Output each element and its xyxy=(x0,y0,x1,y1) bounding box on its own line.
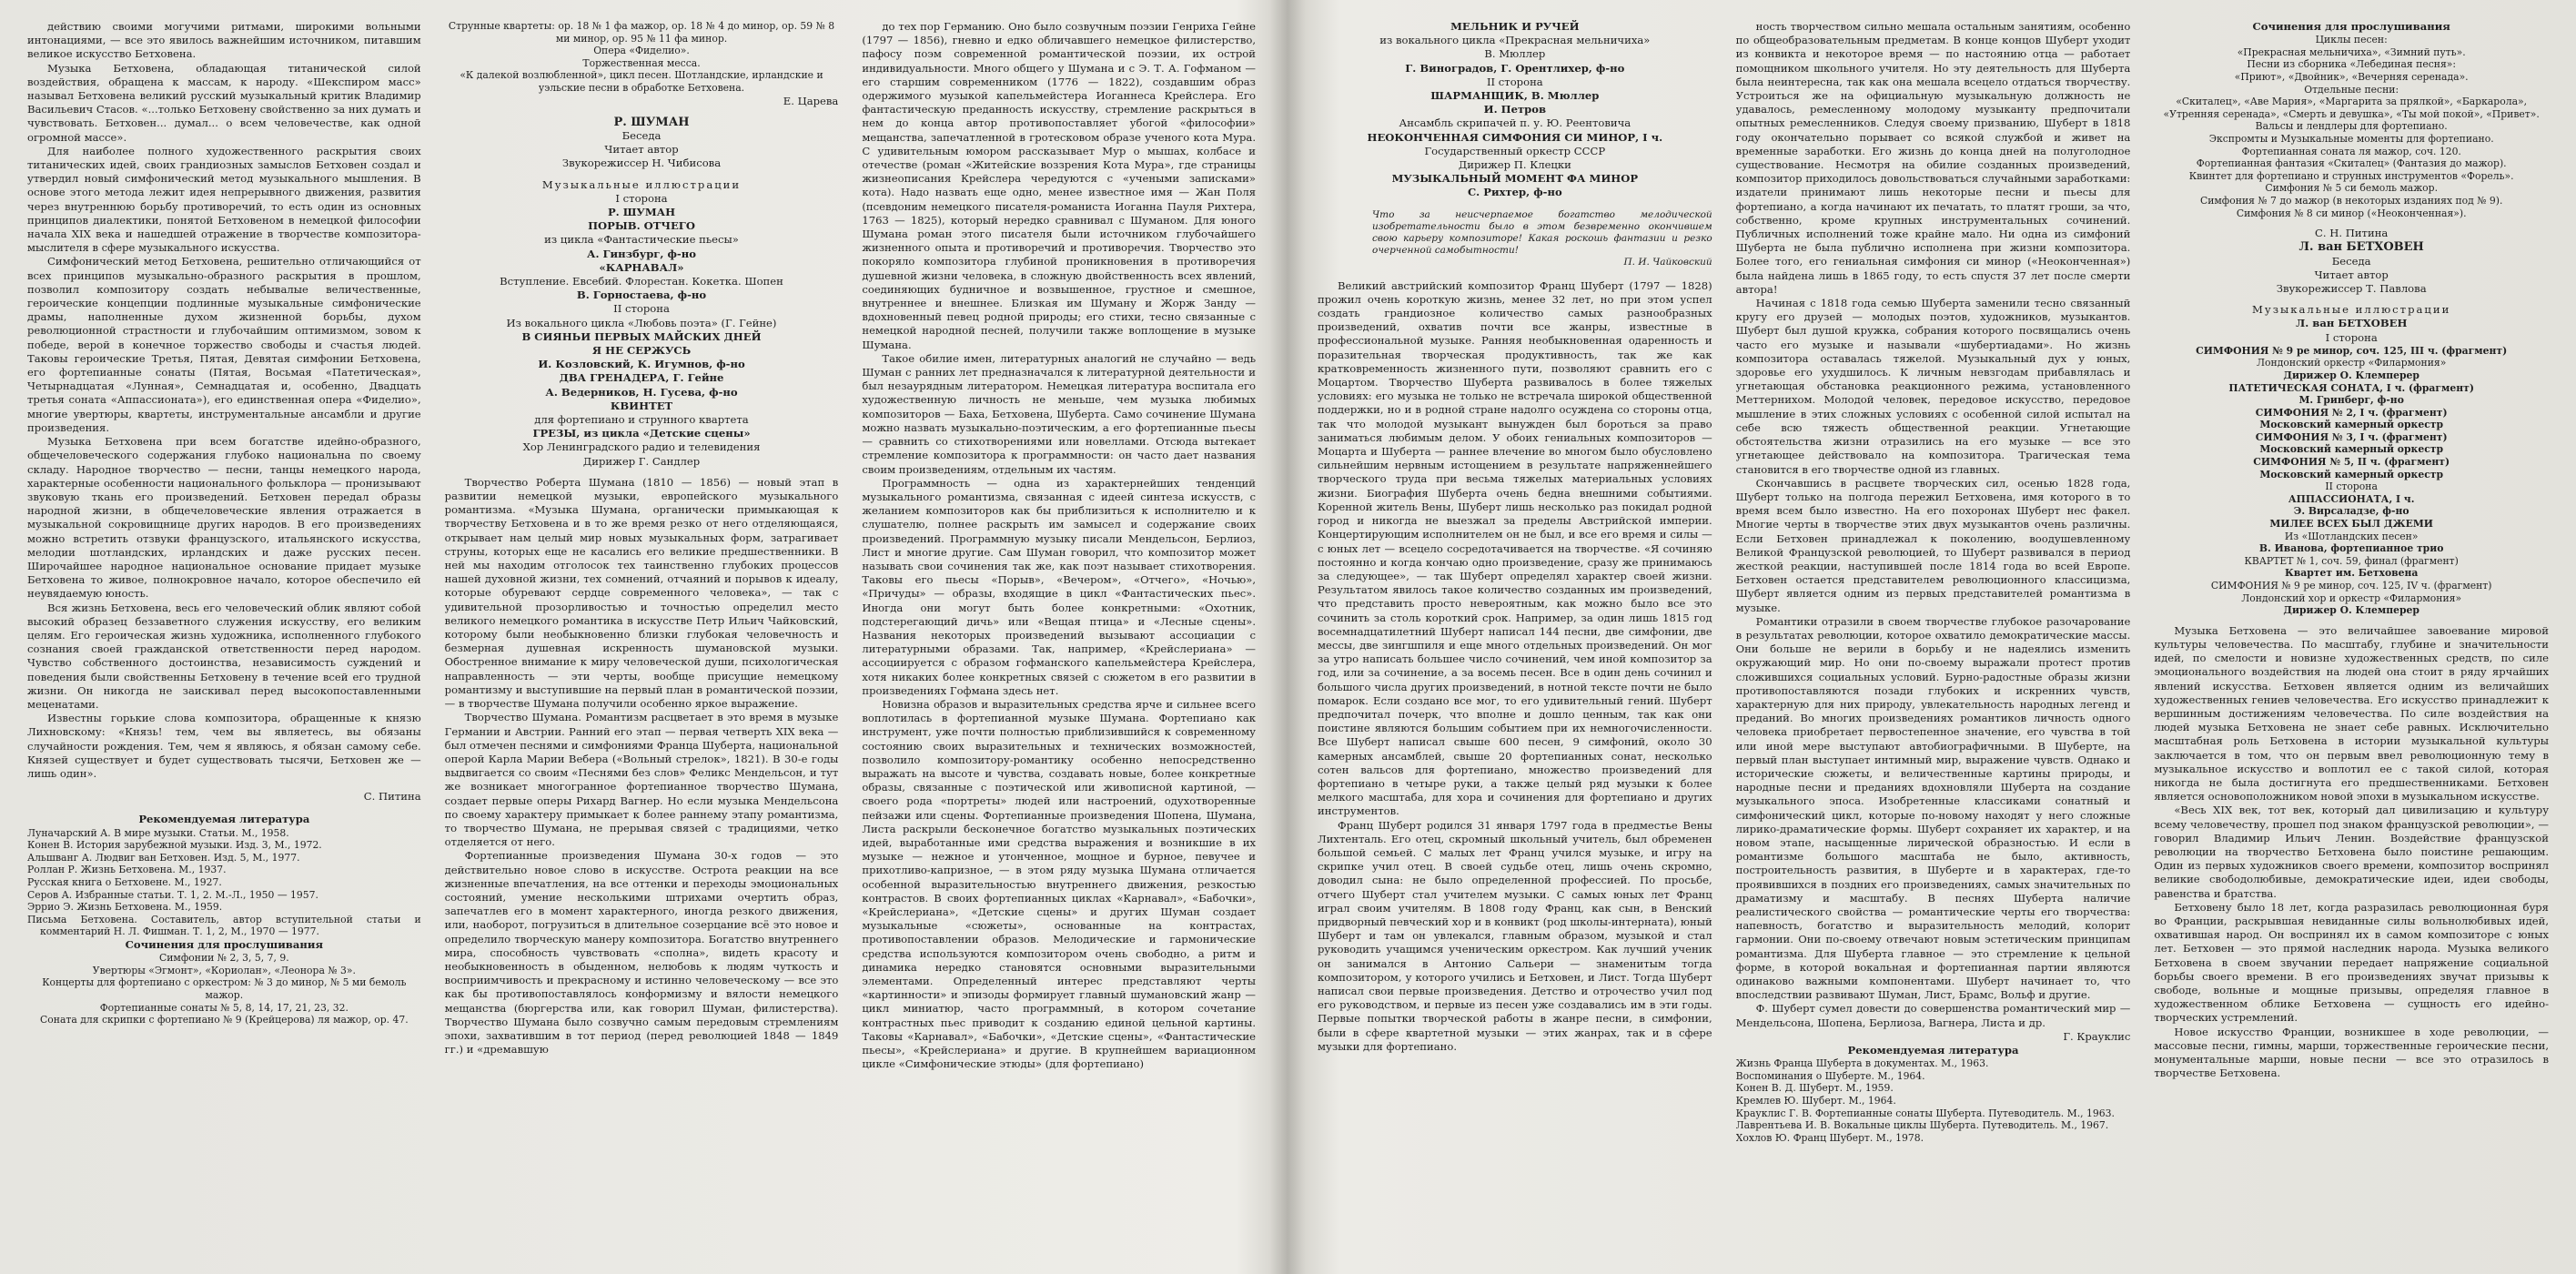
track-cycle: Из вокального цикла «Любовь поэта» (Г. Гейне) xyxy=(506,316,777,329)
paragraph: Для наиболее полного художественного раскрытия своих титанических идей, своих грандиозных замыслов Бетховен создал и утвердил новый симфонический метод музыкального мышления. В основе этого метода лежит идея непрерывного движения, развития через внутреннюю борьбу противоречий, то есть один из основных принципов диалектики, понятой Бетховеном в немецкой философии начала XIX века и нашедшей отражение в творчестве композитора-мыслителя в сфере музыкального искусства. xyxy=(27,144,421,255)
track-parts: Вступление. Евсебий. Флорестан. Кокетка. Шопен xyxy=(500,275,783,288)
paragraph: Творчество Роберта Шумана (1810 — 1856) — новый этап в развитии немецкой музыки, европейского музыкального романтизма. «Музыка Шумана, органически примыкающая к творчеству Бетховена и в то же время резко от него отделяющаяся, открывает нам целый мир новых музыкальных форм, затрагивает струны, которых еще не касались его великие предшественники. В ней мы находим отголосок тех таинственно глубоких процессов нашей духовной жизни, тех сомнений, отчаяний и порывов к идеалу, которые обуревают сердце современного человека», — так с удивительной прозорливостью и точностью определил место великого немецкого романтика в искусстве Петр Ильич Чайковский, которому были необыкновенно близки глубокая человечность и безмерная душевная искренность шумановской музыки. Обостренное внимание к миру человеческой души, психологическая направленность — эти черты, вообще присущие немецкому романтизму и выступившие на первый план в романтической поэзии, — в творчестве Шумана получили особенно яркое выражение. xyxy=(444,475,839,711)
left-column-1 xyxy=(27,20,421,1247)
listening-item: Соната для скрипки с фортепиано № 9 (Крейцерова) ля мажор, ор. 47. xyxy=(40,1014,409,1026)
paragraph: Творчество Шумана. Романтизм расцветает в это время в музыке Германии и Австрии. Ранний его этап — первая четверть XIX века — был отмечен песнями и симфониями Франца Шуберта, национальной оперой Карла Марии Вебера («Вольный стрелок», 1821). В 30-е годы выдвигается со своим «Песнями без слов» Феликс Мендельсон, и тут же возникает многогранное фортепианное творчество Шумана, создает первые оперы Рихард Вагнер. Но если музыка Мендельсона по своему характеру примыкает к более раннему этапу романтизма, то творчество Шумана, не прерывая связей с традициями, четко отделяется от него. xyxy=(444,711,839,849)
paragraph: Программность — одна из характернейших тенденций музыкального романтизма, связанная с идеей синтеза искусств, с желанием композиторов как бы приблизиться к исполнителю и к слушателю, полнее раскрыть им замысел и содержание своих произведений. Программную музыку писали Мендельсон, Берлиоз, Лист и многие другие. Сам Шуман говорил, что композитор может называть свои сочинения так же, как поэт называет стихотворения. Таковы его пьесы «Порыв», «Вечером», «Отчего», «Ночью», «Причуды» — образы, входящие в цикл «Фантастических пьес». Иногда они могут быть более конкретными: «Охотник, подстерегающий дичь» или «Вещая птица» и «Лесные сцены». Названия некоторых произведений вызывают ассоциации с литературными образами. Так, например, «Крейслериана» — ассоциируется с образом гофманского капельмейстера Крейслера, хотя никаких более конкретных связей с сюжетом в его развитии в произведениях Гофмана здесь нет. xyxy=(862,476,1257,697)
side-label: II сторона xyxy=(1486,75,1543,88)
literature-item: Серов А. Избранные статьи. Т. 1, 2. М.-Л., 1950 — 1957. xyxy=(27,888,318,901)
literature-list xyxy=(27,827,421,938)
paragraph: до тех пор Германию. Оно было созвучным поэзии Генриха Гейне (1797 — 1856), гневно и едко обличавшего немецкое филистерство, пафосу поэм современной романтической поэзии, их острой индивидуальности. Много общего у Шумана и с Э. Т. А. Гофманом — его старшим современником (1776 — 1822), создавшим образ одержимого музыкой капельмейстера Иоганнеса Крейслера. Его фантастическую преданность искусству, стремление раскрыться в нем до конца автор противопоставляет убогой «философии» мещанства, запечатленной в гротесковом образе ученого кота Мура. С удивительным юмором рассказывает Мур о мышах, колбасе и отечестве (роман «Житейские воззрения Кота Мура», где страницы жизнеописания Крейслера чередуются с «учеными записками» кота). Надо назвать еще одно, менее известное имя — Жан Поля (псевдоним немецкого писателя-романиста Иоганна Пауля Рихтера, 1763 — 1825), который нередко сравнивал с Шуманом. Для юного Шумана роман этого писателя были источником глубочайшего жизненного опыта и противоречий и противоречия. Творчество это покоряло композитора глубиной проникновения в противоречия душевной жизни человека, в сложную двойственность всех явлений, соединяющих будничное и возвышенное, грустное и смешное, внутреннее и внешнее. Близкая им Шуману и Жорж Занду — вдохновенный певец родной природы; его стихи, тесно связанные с немецкой народной песней, получили также воплощение в музыке Шумана. xyxy=(862,20,1257,351)
listening-item: Торжественная месса. xyxy=(582,56,701,69)
listening-item: Концерты для фортепиано с оркестром: № 3 до минор, № 5 ми бемоль мажор. xyxy=(42,976,407,1001)
epigraph-text: Что за неисчерпаемое богатство мелодической изобретательности было в этом безвременно окончившем свою карьеру композиторе! Какая роскошь фантазии и резко очерченной самобытности! xyxy=(1372,208,1712,256)
track-line: МИЛЕЕ ВСЕХ БЫЛ ДЖЕМИ xyxy=(2269,518,2434,531)
literature-list xyxy=(1736,1057,2131,1144)
listening-item: Песни из сборника «Лебединая песня»: xyxy=(2247,58,2457,71)
literature-item: Конен В. История зарубежной музыки. Изд. 3, М., 1972. xyxy=(27,839,322,852)
listening-item: Симфония № 5 си бемоль мажор. xyxy=(2265,182,2438,195)
right-page xyxy=(1290,0,2576,1274)
side-label: II сторона xyxy=(2325,480,2378,493)
epigraph xyxy=(1372,209,1712,268)
left-column-2 xyxy=(445,20,839,1247)
paragraph: Скончавшись в расцвете творческих сил, осенью 1828 года, Шуберт только на полгода пережил Бетховена, имя которого в то время всем было известно. На его похоронах Шуберт нес факел. Многие черты в творчестве этих двух музыкантов очень различны. Если Бетховен принадлежал к поколению, воодушевленному Великой Французской революцией, то Шуберт развивался в период жесткой реакции, наступившей после 1814 года во всей Европе. Бетховен остается представителем революционного классицизма, Шуберт является одним из первых представителей романтизма в музыке. xyxy=(1735,476,2131,614)
track-cycle: из вокального цикла «Прекрасная мельничиха» xyxy=(1379,34,1651,47)
side-label: I сторона xyxy=(2325,330,2378,344)
track-poet: В. Мюллер xyxy=(1484,47,1546,61)
side-label: II сторона xyxy=(613,302,670,316)
track-line: Лондонский хор и оркестр «Филармония» xyxy=(2241,592,2462,604)
author: С. Н. Питина xyxy=(2315,227,2389,240)
listening-item: Опера «Фиделио». xyxy=(593,45,690,57)
paragraph: Симфонический метод Бетховена, решительно отличающийся от всех принципов музыкально-образного раскрытия в прошлом, позволил композитору создать небывалые величественные, героические концепции подлинные музыкальные симфонические драмы, наполненные духом жизненной борьбы, духом революционной страстности и глубочайшим оптимизмом, зовом к победе, верой в конечное торжество свободы и счастья людей. Таковы героические Третья, Пятая, Девятая симфонии Бетховена, его фортепианные сонаты (Пятая, Восьмая «Патетическая», Четырнадцатая «Лунная», Семнадцатая и, особенно, Двадцать третья соната «Аппассионата»), его единственная опера «Фиделио», многие увертюры, квартеты, инструментальные ансамбли и другие произведения. xyxy=(27,255,421,434)
track-line: АППАССИОНАТА, I ч. xyxy=(2288,492,2415,505)
literature-item: Крауклис Г. В. Фортепианные сонаты Шуберта. Путеводитель. М., 1963. xyxy=(1735,1107,2115,1119)
side-label: I сторона xyxy=(615,191,668,205)
track-composer: Л. ван БЕТХОВЕН xyxy=(2295,317,2408,330)
right-column-1 xyxy=(1318,20,1712,1247)
listening-item: «Приют», «Двойник», «Вечерняя серенада». xyxy=(2234,70,2469,83)
paragraph: Новое искусство Франции, возникшее в ходе революции, — массовые песни, гимны, марши, торжественные героические песни, монументальные марши, новые песни — все это отразилось в творчестве Бетховена. xyxy=(2154,1025,2550,1080)
track-title: Я НЕ СЕРЖУСЬ xyxy=(591,344,692,358)
paragraph: Романтики отразили в своем творчестве глубокое разочарование в результатах революции, которое охватило демократические массы. Они больше не верили в борьбу и не надеялись изменить окружающий мир. Но они по-своему выражали протест против сложившихся социальных условий. Бурно-радостные образы жизни противопоставляются позади глубоких и искренних чувств, характерную для них природу, увлекательность народных легенд и преданий. Во многих произведениях романтиков личность одного человека приобретает первостепенное значение, его чувства в той или иной мере выступают автобиографичными. В Шуберте, на первый план выступает интимный мир, выражение чувств. Однако и исторические сюжеты, и величественные картины природы, и народные песни и преданиях вдохновляли Шуберта на создание музыкального эпоса. Изобретенные классиками сонатный и симфонический цикл, которые по-новому находят у него сложные лирико-драматические формы. Шуберт сохраняет их характер, и на новом этапе, насыщенные лирической образностью. И если в романтизме большого масштаба не было, активность, построительность развития, в Шуберте и в характерах, где-то проявившихся в поздних его произведениях, самых значительных по драматизму и масштабу. В песнях Шуберта наличие реалистического свойства — романтические черты его творчества: напевность, богатство и выразительность мелодий, колорит гармонии. Они по-своему отвечают новым эстетическим принципам романтизма. Для Шуберта главное — это стремление к цельной форме, в которой вокальная и фортепианная партии являются одинаково важными компонентами. Шуберт начинает то, что впоследствии развивают Шуман, Лист, Брамс, Вольф и другие. xyxy=(1735,614,2131,1002)
track-line: М. Гринберг, ф-но xyxy=(2298,394,2404,407)
left-page xyxy=(0,0,1283,1274)
track-performer: Государственный оркестр СССР xyxy=(1424,144,1606,157)
track-conductor: Дирижер Г. Сандлер xyxy=(582,454,701,468)
track-performer: А. Гинзбург, ф-но xyxy=(587,247,696,260)
paragraph: Ф. Шуберт сумел довести до совершенства романтический мир — Мендельсона, Шопена, Берлиоза, Вагнера, Листа и др. xyxy=(1735,1002,2131,1029)
epigraph-author: П. И. Чайковский xyxy=(1623,256,1712,268)
listening-item: Фортепианные сонаты № 5, 8, 14, 17, 21, 23, 32. xyxy=(99,1001,349,1014)
listening-item: Квинтет для фортепиано и струнных инструментов «Форель». xyxy=(2188,169,2514,182)
illustrations-heading: Музыкальные иллюстрации xyxy=(541,177,742,191)
reads-label: Читает автор xyxy=(2314,268,2389,281)
track-line: Лондонский оркестр «Филармония» xyxy=(2257,357,2447,369)
track-title: В СИЯНЬИ ПЕРВЫХ МАЙСКИХ ДНЕЙ xyxy=(521,329,762,343)
listening-item: Циклы песен: xyxy=(2315,34,2388,46)
right-column-2 xyxy=(1736,20,2131,1247)
track-line: Квартет им. Бетховена xyxy=(2284,567,2419,580)
track-performer: А. Ведерников, Н. Гусева, ф-но xyxy=(545,385,738,399)
listening-item: Увертюры «Эгмонт», «Кориолан», «Леонора № 3». xyxy=(92,964,356,976)
track-title: ГРЕЗЫ, из цикла «Детские сцены» xyxy=(532,427,751,440)
track-cycle: из цикла «Фантастические пьесы» xyxy=(544,233,739,247)
talk-label: Беседа xyxy=(2331,254,2371,268)
literature-item: Русская книга о Бетховене. М., 1927. xyxy=(27,875,222,888)
track-line: Э. Вирсаладзе, ф-но xyxy=(2293,505,2409,518)
paragraph: Бетховену было 18 лет, когда разразилась революционная буря во Франции, раскрывшая невиданные силы вольнолюбивых идей, охватившая народ. Он воспринял их в самом композиторе с юных лет. Бетховен — это прямой наследник народа. Музыка великого Бетховена в своем звучании передает напряжение социальной борьбы своего времени. В его произведениях звучат призывы к свободе, вольные и мощные призывы, определяя главное в художественном облике Бетховена — сущность его идейно-творческих устремлений. xyxy=(2154,900,2550,1025)
track-performer: И. Козловский, К. Игумнов, ф-но xyxy=(538,358,745,371)
listening-item: «Скиталец», «Аве Мария», «Маргарита за прялкой», «Баркарола», «Утренняя серенада», «Смерть и девушка», «Ты мой покой», «Привет». xyxy=(2163,96,2540,120)
track-title: НЕОКОНЧЕННАЯ СИМФОНИЯ СИ МИНОР, I ч. xyxy=(1367,130,1663,144)
track-line: Московский камерный оркестр xyxy=(2259,468,2444,480)
literature-item: Хохлов Ю. Франц Шуберт. М., 1978. xyxy=(1735,1131,1924,1144)
literature-item: Жизнь Франца Шуберта в документах. М., 1963. xyxy=(1735,1057,1989,1070)
listening-heading: Сочинения для прослушивания xyxy=(125,937,324,951)
reads-label: Читает автор xyxy=(604,143,679,157)
track-title: ПОРЫВ. ОТЧЕГО xyxy=(588,219,695,233)
track-line: Из «Шотландских песен» xyxy=(2284,530,2419,542)
track-line: СИМФОНИЯ № 5, II ч. (фрагмент) xyxy=(2253,456,2450,469)
track-performer: И. Петров xyxy=(1483,103,1547,116)
track-line: Московский камерный оркестр xyxy=(2259,443,2444,456)
literature-item: Конен В. Д. Шуберт. М., 1959. xyxy=(1735,1082,1894,1095)
paragraph: Такое обилие имен, литературных аналогий не случайно — ведь Шуман с ранних лет предназначался к литературной деятельности и был незаурядным литератором. Немецкая литература воспитала его художественную личность не меньше, чем музыка любимых композиторов — Баха, Бетховена, Шуберта. Само сочинение Шумана можно назвать музыкально-поэтическим, а его фортепианные пьесы — сравнить со стихотворениями или новеллами. Отсюда вытекает стремление композитора к программности: он часто дает названия своим произведениям, отдельным их частям. xyxy=(862,351,1257,476)
track-line: СИМФОНИЯ № 9 ре минор, соч. 125, III ч. (фрагмент) xyxy=(2196,344,2508,357)
paragraph: Великий австрийский композитор Франц Шуберт (1797 — 1828) прожил очень короткую жизнь, менее 32 лет, но при этом успел создать грандиозное количество самых разнообразных произведений, охватив почти все жанры, известные в профессиональной музыке. Ранняя необыкновенная одаренность и поразительная творческая продуктивность, так же как кратковременность жизненного пути, позволяют сравнить его с Моцартом. Творчество Шуберта развивалось в более тяжелых условиях: его музыка не только не встречала широкой общественной поддержки, но и в родной стране надолго осуждена со стороны отца, так что молодой музыкант вынужден был бороться за право заниматься любимым делом. У обоих гениальных композиторов — Моцарта и Шуберта — раннее влечение во многом было обусловлено сильнейшим нервным истощением в результате напряженнейшего творческого труда при весьма тяжелых материальных условиях жизни. Биография Шуберта очень бедна внешними событиями. Коренной житель Вены, Шуберт лишь несколько раз покидал родной город и никогда не выезжал за пределы Австрийской империи. Концертирующим исполнителем он не был, и все его время и силы — с юных лет — всецело сосредотачивается на творчестве. «Я сочиняю постоянно и когда кончаю одно произведение, сразу же принимаюсь за следующее», — так Шуберт определял характер своей жизни. Результатом явилось такое количество созданных им произведений, что представить просто невероятным, как можно было все это сочинить за столь короткий срок. Например, за один лишь 1815 год восемнадцатилетний Шуберт написал 144 песни, две симфонии, две мессы, две зингшпиля и еще много отдельных произведений. Он мог за утро написать большее число сочинений, чем иной композитор за год, или за сочинение, а за восемь песен. Все в один день сочинил и большого числа других произведений, в нотной тексте почти не было помарок. Если создано все мог, то его удивительный гений. Шуберт предпочитал почерк, что вполне и дошло ценным, так как они поистине являются большим событием при их немногочисленности. Все Шуберт написал свыше 600 песен, 9 симфоний, около 30 камерных ансамблей, свыше 20 фортепианных сонат, несколько сотен вальсов для фортепиано, множество произведений для фортепиано в четыре руки, а также целый ряд музыки к более мелкого масштаба, для хора и сочинения для фортепиано и других инструментов. xyxy=(1318,278,1712,818)
paragraph: Новизна образов и выразительных средства ярче и сильнее всего воплотилась в фортепианной музыке Шумана. Фортепиано как инструмент, уже почти полностью приблизившийся к современному состоянию своих выразительных и технических возможностей, позволило композитору-романтику особенно непосредственно выражать на высоте и чувства, создавать новые, более конкретные образы, связанные с поэтической или живописной картиной, — своего рода «портреты» людей или настроений, одухотворенные пейзажи или сцены. Фортепианные произведения Шопена, Шумана, Листа раскрыли бесконечное богатство музыкальных поэтических идей, выработанные ими средства выражения и возникшие в их музыке — нежное и утонченное, мощное и бурное, певучее и прихотливо-капризное, — в этом ряду музыка Шумана отличается особенной выразительностью внутреннего движения, резкостью контрастов. В своих фортепианных циклах «Карнавал», «Бабочки», «Крейслериана», «Детские сцены» и других Шуман создает музыкальные «сюжеты», основанные на контрастах, противопоставлении образов. Мелодические и гармонические средства используются композитором очень свободно, а ритм и динамика нередко становятся основными выразительными элементами. Определенный интерес представляют черты «картинности» и эпизоды формирует главный шумановский жанр — цикл миниатюр, часто программный, в котором сочетание контрастных пьес приводит к созданию единой цельной картины. Таковы «Карнавал», «Бабочки», «Детские сцены», «Фантастические пьесы», «Крейслериана» и другие. В крупнейшем вариационном цикле «Симфонические этюды» (для фортепиано) xyxy=(862,697,1257,1071)
listening-item: Струнные квартеты: ор. 18 № 1 фа мажор, ор. 18 № 4 до минор, ор. 59 № 8 ми минор, ор. 95 № 11 фа минор. xyxy=(448,20,835,45)
literature-item: Письма Бетховена. Составитель, автор вступительной статьи и комментарий Н. Л. Фишман. Т. 1, 2, М., 1970 — 1977. xyxy=(27,913,421,938)
literature-item: Кремлев Ю. Шуберт. М., 1964. xyxy=(1735,1095,1896,1107)
literature-heading: Рекомендуемая литература xyxy=(138,813,310,826)
composer-title: Р. ШУМАН xyxy=(613,115,690,129)
listening-item: Симфонии № 2, 3, 5, 7, 9. xyxy=(158,952,289,965)
listening-item: «Прекрасная мельничиха», «Зимний путь». xyxy=(2237,46,2466,58)
paragraph: Фортепианные произведения Шумана 30-х годов — это действительно новое слово в искусстве. Острота реакции на все жизненные впечатления, на все оттенки и переходы эмоциональных состояний, умение несколькими штрихами очертить образ, запечатлев его в момент характерного, иногда резкого движения, или, наоборот, погрузиться в длительное созерцание всё это новое и определило творческую манеру композитора. Богатство внутреннего мира, способность чувствовать «сполна», видеть красоту и необыкновенность в обыденном, нелюбовь к людям чуткость и восприимчивость и прекрасному и истинно человеческому — все это как бы противопоставлялось конформизму и вялости немецкого мещанства (бюргерства или, как говорил Шуман, филистерства). Творчество Шумана было созвучно самым передовым стремлениям эпохи, захватившим в тот период (перед революцией 1848 — 1849 гг.) и «дремавшую xyxy=(444,849,839,1057)
track-title: «КАРНАВАЛ» xyxy=(599,260,684,274)
track-performer: Хор Ленинградского радио и телевидения xyxy=(522,440,761,454)
track-title: МУЗЫКАЛЬНЫЙ МОМЕНТ ФА МИНОР xyxy=(1391,172,1639,186)
listening-item: Экспромты и Музыкальные моменты для фортепиано. xyxy=(2208,132,2494,145)
track-performer: Ансамбль скрипачей п. у. Ю. Реентовича xyxy=(1399,116,1631,130)
track-line: СИМФОНИЯ № 9 ре минор, соч. 125, IV ч. (фрагмент) xyxy=(2210,580,2492,592)
paragraph: Франц Шуберт родился 31 января 1797 года в предместье Вены Лихтенталь. Его отец, скромный школьный учитель, был обременен большой семьей. С малых лет Франц учился музыке, и игру на скрипке учил отец. В своей судьбе отец, лишь очень скромно, доводил сына: не было определенной профессией. По просьбе, отчего Шуберт стал учителем музыки. С самых юных лет Франц играл своим учителям. В 1808 году Франц, как сын, в Венский придворный певческий хор и в конвикт (род школы-интерната), юный Шуберт и там он увлекался, главным образом, музыкой и стал руководить учащимся ученическим оркестром. Как лучший ученик он занимался в Антонио Сальери — знаменитым тогда композитором, у которого учились и Бетховен, и Лист. Тогда Шуберт написал свои первые произведения. Детство и отрочество учил под его руководством, и первые из песен уже создавались им в эти годы. Первые попытки творческой работы в жанре песни, в симфонии, были в сфере квартетной музыки — этих жанрах, так и в сфере музыки для фортепиано. xyxy=(1318,818,1712,1053)
right-column-3 xyxy=(2154,20,2549,1247)
track-title: МЕЛЬНИК И РУЧЕЙ xyxy=(1450,20,1580,33)
paragraph: ность творчеством сильно мешала остальным занятиям, особенно по общеобразовательным предметам. В конце концов Шуберт уходит из конвикта и некоторое время — по настоянию отца — работает помощником школьного учителя. Но эту деятельность для Шуберта была неинтересна, так как она мешала всецело отдаться творчеству. Устроиться же на официальную музыкальную должность не удавалось, ремесленному молодому музыканту предпочитали опытных ремесленников. Следуя своему призванию, Шуберт в 1818 году окончательно порывает со всякой службой и живет на временные заработки. Его жизнь до конца дней на полуголодное существование. Несмотря на обилие созданных произведений, композитор приходилось довольствоваться случайными заработками: издатели принимают лишь некоторые песни и пьесы для фортепиано, а когда начинают их печатать, то платят гроши, за что, собственно, кроме крупных инструментальных сочинений. Публичных исполнений тоже крайне мало. Ни одна из симфоний Шуберта не была публично исполнена при жизни композитора. Более того, его гениальная симфония си минор («Неоконченная») была найдена лишь в 1865 году, то есть спустя 37 лет после смерти автора! xyxy=(1735,20,2131,296)
paragraph: действию своими могучими ритмами, широкими вольными интонациями, — все это явилось важнейшим источником, питавшим великое искусство Бетховена. xyxy=(27,20,421,61)
literature-item: Воспоминания о Шуберте. М., 1964. xyxy=(1735,1069,1925,1082)
paragraph: Музыка Бетховена при всем богатстве идейно-образного, общечеловеческого содержания глубоко национальна по своему складу. Народное творчество — песни, танцы немецкого народа, характерные особенности национального фольклора — пронизывают звуковую ткань его произведений. Бетховен передал образы народной жизни, в общечеловеческие явления отражается в музыкальной сокровищнице других народов. В его произведениях можно встретить отзвуки французского, итальянского искусства, мелодии шотландских, ирландских и даже русских песен. Широчайшее народное национальное основание придает музыке Бетховена то живое, полнокровное начало, которое обеспечило ей неувядаемую юность. xyxy=(27,435,421,601)
works-list xyxy=(445,20,839,95)
literature-item: Луначарский А. В мире музыки. Статьи. М., 1958. xyxy=(27,826,289,839)
listening-item: «К далекой возлюбленной», цикл песен. Шотландские, ирландские и уэльские песни в обработке Бетховена. xyxy=(460,69,823,94)
track-line: Дирижер О. Клемперер xyxy=(2283,369,2419,381)
track-line: СИМФОНИЯ № 3, I ч. (фрагмент) xyxy=(2255,430,2448,443)
track-performer: В. Горностаева, ф-но xyxy=(576,288,707,302)
track-line: СИМФОНИЯ № 2, I ч. (фрагмент) xyxy=(2255,406,2448,419)
track-title: КВИНТЕТ xyxy=(610,399,673,412)
listening-item: Симфония № 8 си минор («Неоконченная»). xyxy=(2236,207,2467,219)
sound-engineer: Звукорежиссер Н. Чибисова xyxy=(561,157,722,170)
track-line: КВАРТЕТ № 1, соч. 59, финал (фрагмент) xyxy=(2244,554,2459,567)
track-desc: для фортепиано и струнного квартета xyxy=(534,413,749,427)
literature-item: Альшванг А. Людвиг ван Бетховен. Изд. 5, М., 1977. xyxy=(27,851,300,864)
track-list xyxy=(2154,345,2549,617)
author: Е. Царева xyxy=(783,94,839,107)
signature: Г. Крауклис xyxy=(2063,1029,2131,1043)
listening-item: Вальсы и лендлеры для фортепиано. xyxy=(2255,120,2448,133)
literature-heading: Рекомендуемая литература xyxy=(1847,1044,2019,1057)
listening-item: Фортепианная соната ля мажор, соч. 120. xyxy=(2241,145,2461,157)
track-title: ШАРМАНЩИК, В. Мюллер xyxy=(1430,89,1600,103)
track-performer: С. Рихтер, ф-но xyxy=(1467,186,1562,199)
paragraph: Вся жизнь Бетховена, весь его человеческий облик являют собой высокий образец беззаветного служения искусству, его великим целям. Его героическая жизнь художника, исполненного глубокого сознания своей гражданской ответственности перед народом. Чувство собственного достоинства, независимость суждений и поведения были свойственны Бетховену в течение всей его трудной жизни. Он никогда не заискивал перед высокопоставленными меценатами. xyxy=(27,601,421,711)
paragraph: «Весь XIX век, тот век, который дал цивилизацию и культуру всему человечеству, прошел под знаком французской революции», — говорил Владимир Ильич Ленин. Воздействие французской революции на творчество Бетховена было поистине решающим. Один из первых художников своего времени, композитор воспринял великие свободолюбивые, демократические идеи, идеи свободы, равенства и братства. xyxy=(2154,804,2550,900)
track-performer: Г. Виноградов, Г. Орентлихер, ф-но xyxy=(1405,61,1625,75)
track-line: Дирижер О. Клемперер xyxy=(2283,604,2419,617)
paragraph: Музыка Бетховена — это величайшее завоевание мировой культуры человечества. По масштабу, глубине и значительности идей, по смелости и новизне художественных средств, по силе эмоционального воздействия на людей она стоит в ряду ярчайших явлений искусства. Бетховен является одним из величайших художественных гениев человечества. Его искусство принадлежит к вершинным достижениям человечества. По силе воздействия на людей музыка Бетховена не знает себе равных. Исключительно масштабная роль Бетховена в истории музыкальной культуры заключается в том, что он первым ввел революционную тему в музыкальное искусство и воплотил ее с такой силой, которая никогда не была достигнута его предшественниками. Бетховен является основоположником новой эпохи в музыкальном искусстве. xyxy=(2154,623,2550,804)
listening-heading: Сочинения для прослушивания xyxy=(2252,20,2450,33)
composer-title: Л. ван БЕТХОВЕН xyxy=(2298,240,2424,255)
track-line: В. Иванова, фортепианное трио xyxy=(2258,542,2444,555)
listening-item: Отдельные песни: xyxy=(2304,83,2399,96)
listening-item: Симфония № 7 до мажор (в некоторых изданиях под № 9). xyxy=(2199,194,2503,207)
left-column-3 xyxy=(862,20,1256,1247)
listening-item: Фортепианная фантазия «Скиталец» (Фантазия до мажор). xyxy=(2196,157,2507,170)
track-title: ДВА ГРЕНАДЕРА, Г. Гейне xyxy=(559,371,724,385)
literature-item: Эррио Э. Жизнь Бетховена. М., 1959. xyxy=(27,901,223,914)
signature: С. Питина xyxy=(363,790,421,804)
listening-list xyxy=(27,952,421,1026)
literature-item: Лаврентьева И. В. Вокальные циклы Шуберта. Путеводитель. М., 1967. xyxy=(1735,1119,2109,1132)
illustrations-heading: Музыкальные иллюстрации xyxy=(2252,303,2451,317)
literature-item: Роллан Р. Жизнь Бетховена. М., 1937. xyxy=(27,864,227,876)
track-line: ПАТЕТИЧЕСКАЯ СОНАТА, I ч. (фрагмент) xyxy=(2228,381,2474,394)
paragraph: Начиная с 1818 года семью Шуберта заменили тесно связанный кругу его друзей — молодых поэтов, художников, музыкантов. Шуберт был душой кружка, собрания которого посвящались очень часто его музыке и называли «шубертиадами». Но жизнь композитора оставалась тяжелой. Музыкальный дух у юных, здоровье его ухудшилось. К личным невзгодам прибавлялась и угнетающая обстановка реакционного режима, установленного Меттернихом. Молодой человек, передовое искусство, передовое мышление в этих сложных условиях с особенной силой испытал на себе всю тяжесть общественной реакции. Угнетающие обстоятельства жизни отразились на его музыке — все это угнетающее действовало на композитора. Трагическая тема становится в его творчестве одной из главных. xyxy=(1735,297,2131,476)
paragraph: Музыка Бетховена, обладающая титанической силой воздействия, обращена к массам, к народу. «Шекспиром масс» называл Бетховена великий русский музыкальный критик Владимир Васильевич Стасов. «...только Бетховену свойственно за них думать и чувствовать. Бетховен... думал... о всем человечестве, как одной огромной массе». xyxy=(27,61,421,144)
track-conductor: Дирижер П. Клецки xyxy=(1458,158,1571,172)
track-line: Московский камерный оркестр xyxy=(2259,419,2444,431)
listening-list xyxy=(2154,34,2549,219)
sound-engineer: Звукорежиссер Т. Павлова xyxy=(2276,281,2427,295)
track-composer: Р. ШУМАН xyxy=(607,205,676,218)
paragraph: Известны горькие слова композитора, обращенные к князю Лихновскому: «Князь! тем, чем вы являетесь, вы обязаны случайности рождения. Тем, чем я являюсь, я обязан самому себе. Князей существует и будет существовать тысячи, Бетховен же — лишь один». xyxy=(27,712,421,780)
talk-label: Беседа xyxy=(621,128,662,142)
